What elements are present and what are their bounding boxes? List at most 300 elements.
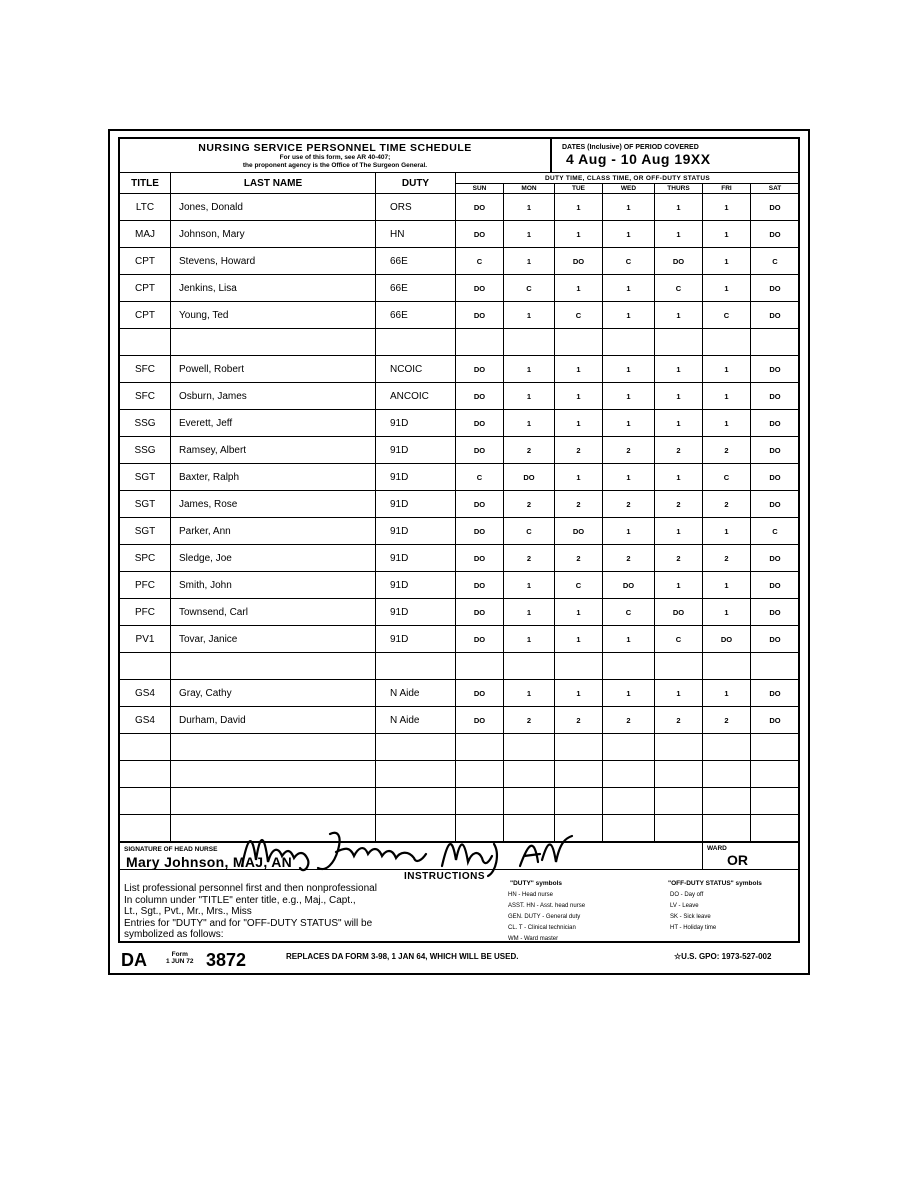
cell-day-tue: 1 (555, 680, 603, 707)
cell-day-wed: C (603, 599, 655, 626)
header-divider (550, 139, 552, 172)
schedule-table (119, 172, 800, 842)
cell-title: PV1 (120, 626, 171, 653)
cell-day-wed (603, 815, 655, 842)
day-header-wed: WED (603, 184, 655, 194)
cell-day-sun: DO (456, 383, 504, 410)
cell-day-wed (603, 761, 655, 788)
cell-day-tue: 1 (555, 194, 603, 221)
cell-day-thurs: 1 (655, 194, 703, 221)
ward-label: WARD (707, 845, 727, 852)
cell-title (120, 788, 171, 815)
cell-day-thurs: 2 (655, 437, 703, 464)
cell-day-thurs: 1 (655, 518, 703, 545)
signature-label: SIGNATURE OF HEAD NURSE (124, 846, 218, 853)
cell-day-sun: DO (456, 518, 504, 545)
cell-day-mon: 2 (504, 707, 555, 734)
cell-day-thurs: 2 (655, 545, 703, 572)
cell-day-wed: DO (603, 572, 655, 599)
cell-day-sat: DO (751, 383, 800, 410)
cell-day-fri: 2 (703, 437, 751, 464)
cell-day-tue (555, 761, 603, 788)
cell-last-name: Johnson, Mary (171, 221, 376, 248)
cell-day-mon: 1 (504, 572, 555, 599)
form-subtitle-1: For use of this form, see AR 40-407; (279, 154, 391, 161)
footer-gpo: ☆U.S. GPO: 1973-527-002 (674, 952, 772, 961)
cell-day-fri: 1 (703, 356, 751, 383)
cell-day-fri: 2 (703, 491, 751, 518)
cell-duty: 66E (376, 248, 456, 275)
cell-duty: 66E (376, 275, 456, 302)
cell-duty (376, 788, 456, 815)
cell-day-tue (555, 788, 603, 815)
cell-day-tue: 2 (555, 437, 603, 464)
cell-title (120, 329, 171, 356)
cell-last-name (171, 329, 376, 356)
cell-day-tue: DO (555, 248, 603, 275)
cell-last-name: Tovar, Janice (171, 626, 376, 653)
cell-day-sun (456, 761, 504, 788)
cell-duty: ORS (376, 194, 456, 221)
cell-day-mon: C (504, 518, 555, 545)
cell-day-thurs: 2 (655, 707, 703, 734)
cell-day-sat: DO (751, 464, 800, 491)
cell-day-sun: DO (456, 194, 504, 221)
cell-day-sun (456, 788, 504, 815)
cell-last-name: Young, Ted (171, 302, 376, 329)
footer-form-date: 1 JUN 72 (166, 958, 194, 965)
cell-duty: 91D (376, 518, 456, 545)
cell-title (120, 761, 171, 788)
cell-day-sat: DO (751, 599, 800, 626)
table-row (120, 248, 800, 275)
cell-duty: N Aide (376, 680, 456, 707)
cell-day-thurs (655, 734, 703, 761)
cell-last-name: Smith, John (171, 572, 376, 599)
col-header-status-group: DUTY TIME, CLASS TIME, OR OFF-DUTY STATUS (456, 173, 800, 184)
duty-symbols-list (508, 890, 585, 945)
cell-day-fri: C (703, 302, 751, 329)
cell-last-name: Jenkins, Lisa (171, 275, 376, 302)
cell-day-sun: C (456, 464, 504, 491)
cell-day-mon (504, 788, 555, 815)
table-row (120, 707, 800, 734)
cell-day-sat: DO (751, 356, 800, 383)
cell-day-sun: DO (456, 437, 504, 464)
cell-duty: 91D (376, 410, 456, 437)
cell-duty: 91D (376, 626, 456, 653)
cell-day-sat: DO (751, 302, 800, 329)
cell-day-tue: 1 (555, 626, 603, 653)
duty-symbol: GEN. DUTY - General duty (508, 914, 581, 920)
cell-day-fri (703, 788, 751, 815)
cell-duty (376, 734, 456, 761)
cell-day-sat: DO (751, 626, 800, 653)
col-header-duty: DUTY (376, 173, 456, 194)
cell-day-wed: 1 (603, 383, 655, 410)
table-row (120, 383, 800, 410)
table-row (120, 788, 800, 815)
cell-last-name: Gray, Cathy (171, 680, 376, 707)
table-row (120, 464, 800, 491)
cell-day-thurs (655, 815, 703, 842)
cell-day-thurs: C (655, 275, 703, 302)
cell-duty: 91D (376, 545, 456, 572)
table-row (120, 356, 800, 383)
cell-day-sat (751, 788, 800, 815)
cell-day-wed: 2 (603, 545, 655, 572)
cell-day-tue: 2 (555, 707, 603, 734)
cell-day-sun: DO (456, 572, 504, 599)
instructions-title: INSTRUCTIONS (404, 871, 485, 882)
table-row (120, 680, 800, 707)
cell-day-wed (603, 788, 655, 815)
cell-day-fri: 1 (703, 194, 751, 221)
cell-duty: N Aide (376, 707, 456, 734)
cell-day-mon (504, 329, 555, 356)
cell-day-fri: 1 (703, 221, 751, 248)
cell-duty: 91D (376, 491, 456, 518)
cell-day-thurs (655, 329, 703, 356)
duty-symbols-title: "DUTY" symbols (510, 880, 563, 887)
cell-day-wed: 1 (603, 221, 655, 248)
cell-day-thurs: 1 (655, 464, 703, 491)
cell-day-sun: DO (456, 491, 504, 518)
cell-title: CPT (120, 275, 171, 302)
table-row (120, 194, 800, 221)
cell-day-fri: 1 (703, 383, 751, 410)
cell-title: GS4 (120, 707, 171, 734)
cell-day-sat: DO (751, 275, 800, 302)
cell-day-tue: 1 (555, 221, 603, 248)
cell-day-sun (456, 734, 504, 761)
signature-text: Mary Johnson, Maj, AN (242, 876, 253, 877)
cell-last-name (171, 761, 376, 788)
cell-day-wed: 1 (603, 464, 655, 491)
cell-day-mon (504, 653, 555, 680)
table-row (120, 761, 800, 788)
cell-day-sat: DO (751, 437, 800, 464)
cell-day-fri: DO (703, 626, 751, 653)
footer-da: DA (121, 950, 147, 970)
cell-day-thurs (655, 788, 703, 815)
instructions-divider (120, 869, 798, 870)
instruction-line: Lt., Sgt., Pvt., Mr., Mrs., Miss (124, 906, 252, 917)
cell-day-mon: 1 (504, 383, 555, 410)
cell-last-name (171, 653, 376, 680)
cell-day-thurs: 1 (655, 410, 703, 437)
day-header-sat: SAT (751, 184, 800, 194)
footer-form-word: Form (171, 951, 188, 958)
duty-symbol: ASST. HN - Asst. head nurse (508, 903, 586, 909)
cell-day-tue: C (555, 302, 603, 329)
cell-day-sat: DO (751, 491, 800, 518)
off-duty-symbol: HT - Holiday time (670, 925, 717, 931)
footer-replaces-note: REPLACES DA FORM 3-98, 1 JAN 64, WHICH WILL BE USED. (286, 952, 519, 961)
cell-day-sat: DO (751, 572, 800, 599)
table-row (120, 275, 800, 302)
table-row (120, 491, 800, 518)
cell-day-mon: 1 (504, 356, 555, 383)
duty-symbol: WM - Ward master (508, 936, 559, 942)
cell-duty (376, 761, 456, 788)
cell-day-tue: 2 (555, 491, 603, 518)
table-row (120, 599, 800, 626)
cell-title: PFC (120, 572, 171, 599)
cell-day-mon: 1 (504, 410, 555, 437)
instruction-line: symbolized as follows: (124, 929, 224, 940)
day-header-tue: TUE (555, 184, 603, 194)
cell-day-wed: 2 (603, 707, 655, 734)
cell-duty: 91D (376, 572, 456, 599)
cell-day-wed: 1 (603, 194, 655, 221)
cell-last-name: Sledge, Joe (171, 545, 376, 572)
cell-title: SGT (120, 464, 171, 491)
table-row (120, 221, 800, 248)
table-row (120, 410, 800, 437)
instruction-line: List professional personnel first and then nonprofessional (124, 883, 377, 894)
cell-day-tue: 1 (555, 383, 603, 410)
cell-day-sat: DO (751, 707, 800, 734)
cell-day-sun: DO (456, 545, 504, 572)
cell-day-sat (751, 329, 800, 356)
cell-day-thurs: 2 (655, 491, 703, 518)
col-header-title: TITLE (120, 173, 171, 194)
cell-day-fri (703, 329, 751, 356)
cell-title: SSG (120, 437, 171, 464)
cell-day-fri: 1 (703, 248, 751, 275)
form-header (120, 139, 550, 171)
cell-day-wed: 1 (603, 275, 655, 302)
cell-day-thurs: DO (655, 248, 703, 275)
duty-symbol: CL. T - Clinical technician (508, 925, 576, 931)
cell-day-sat: C (751, 248, 800, 275)
cell-day-mon: 1 (504, 221, 555, 248)
form-title: NURSING SERVICE PERSONNEL TIME SCHEDULE (198, 142, 472, 154)
cell-day-wed: C (603, 248, 655, 275)
cell-day-fri (703, 653, 751, 680)
cell-day-fri: 1 (703, 599, 751, 626)
cell-title: MAJ (120, 221, 171, 248)
cell-day-wed (603, 734, 655, 761)
cell-day-wed: 1 (603, 410, 655, 437)
cell-day-mon: 1 (504, 194, 555, 221)
cell-day-mon: DO (504, 464, 555, 491)
cell-day-wed: 1 (603, 302, 655, 329)
cell-day-mon (504, 761, 555, 788)
cell-last-name: Townsend, Carl (171, 599, 376, 626)
cell-last-name: Stevens, Howard (171, 248, 376, 275)
cell-title (120, 815, 171, 842)
cell-last-name: Baxter, Ralph (171, 464, 376, 491)
cell-duty: 91D (376, 599, 456, 626)
cell-last-name: Ramsey, Albert (171, 437, 376, 464)
cell-day-mon: C (504, 275, 555, 302)
cell-day-fri (703, 761, 751, 788)
cell-day-tue (555, 329, 603, 356)
day-header-mon: MON (504, 184, 555, 194)
ward-box (702, 842, 799, 870)
cell-day-thurs: 1 (655, 680, 703, 707)
cell-title: PFC (120, 599, 171, 626)
off-duty-symbol: LV - Leave (670, 903, 699, 909)
cell-day-sun: DO (456, 275, 504, 302)
cell-title: GS4 (120, 680, 171, 707)
form-subtitle-2: the proponent agency is the Office of The Surgeon General. (242, 162, 428, 169)
cell-day-tue: 1 (555, 275, 603, 302)
cell-day-fri (703, 815, 751, 842)
footer-form-label (166, 951, 193, 965)
cell-day-thurs: DO (655, 599, 703, 626)
cell-duty: 91D (376, 437, 456, 464)
cell-last-name: James, Rose (171, 491, 376, 518)
cell-day-sun: DO (456, 680, 504, 707)
dates-value: 4 Aug - 10 Aug 19XX (566, 151, 711, 167)
cell-duty (376, 653, 456, 680)
cell-day-fri: 1 (703, 572, 751, 599)
cell-day-sat (751, 815, 800, 842)
cell-duty: ANCOIC (376, 383, 456, 410)
cell-day-fri (703, 734, 751, 761)
cell-duty: 91D (376, 464, 456, 491)
cell-day-sat: DO (751, 410, 800, 437)
cell-day-sun: DO (456, 626, 504, 653)
cell-last-name: Everett, Jeff (171, 410, 376, 437)
col-header-last-name: LAST NAME (171, 173, 376, 194)
cell-title: SSG (120, 410, 171, 437)
cell-day-fri: C (703, 464, 751, 491)
off-duty-symbol: SK - Sick leave (670, 914, 711, 920)
cell-day-sun: C (456, 248, 504, 275)
cell-day-wed: 1 (603, 626, 655, 653)
cell-last-name: Powell, Robert (171, 356, 376, 383)
cell-day-thurs: C (655, 626, 703, 653)
cell-day-sat: C (751, 518, 800, 545)
cell-day-sun: DO (456, 302, 504, 329)
cell-last-name: Durham, David (171, 707, 376, 734)
day-header-fri: FRI (703, 184, 751, 194)
cell-day-mon: 2 (504, 437, 555, 464)
cell-day-wed: 1 (603, 518, 655, 545)
cell-day-thurs: 1 (655, 221, 703, 248)
cell-day-thurs: 1 (655, 302, 703, 329)
cell-day-mon: 2 (504, 491, 555, 518)
cell-day-sun (456, 329, 504, 356)
cell-title (120, 653, 171, 680)
cell-day-tue: DO (555, 518, 603, 545)
cell-title: SGT (120, 518, 171, 545)
cell-day-wed: 1 (603, 680, 655, 707)
signature-typed-name: Mary Johnson, MAJ, AN (126, 854, 293, 870)
cell-day-sun: DO (456, 410, 504, 437)
table-row (120, 518, 800, 545)
cell-day-sat: DO (751, 194, 800, 221)
table-row (120, 437, 800, 464)
table-row (120, 545, 800, 572)
cell-day-thurs: 1 (655, 572, 703, 599)
cell-day-sun: DO (456, 356, 504, 383)
day-header-sun: SUN (456, 184, 504, 194)
cell-title: CPT (120, 302, 171, 329)
cell-day-mon: 1 (504, 599, 555, 626)
cell-day-sat: DO (751, 545, 800, 572)
cell-day-thurs (655, 761, 703, 788)
cell-day-tue: 1 (555, 356, 603, 383)
cell-day-sat (751, 653, 800, 680)
cell-title: LTC (120, 194, 171, 221)
cell-day-fri: 2 (703, 707, 751, 734)
cell-last-name (171, 734, 376, 761)
cell-day-mon: 1 (504, 680, 555, 707)
ward-value: OR (727, 852, 748, 868)
instructions-text (124, 883, 504, 941)
cell-day-tue (555, 653, 603, 680)
table-row (120, 572, 800, 599)
cell-day-sun: DO (456, 599, 504, 626)
cell-last-name: Parker, Ann (171, 518, 376, 545)
cell-last-name (171, 788, 376, 815)
cell-day-sat (751, 734, 800, 761)
table-row (120, 626, 800, 653)
cell-day-tue: 2 (555, 545, 603, 572)
off-duty-symbols-list (670, 890, 716, 934)
cell-day-wed: 2 (603, 437, 655, 464)
cell-day-fri: 2 (703, 545, 751, 572)
cell-title (120, 734, 171, 761)
cell-day-tue (555, 734, 603, 761)
cell-duty: 66E (376, 302, 456, 329)
cell-day-tue: 1 (555, 599, 603, 626)
cell-title: SPC (120, 545, 171, 572)
cell-duty: HN (376, 221, 456, 248)
cell-day-thurs: 1 (655, 383, 703, 410)
duty-symbol: HN - Head nurse (508, 892, 554, 898)
cell-day-tue: C (555, 572, 603, 599)
cell-day-fri: 1 (703, 680, 751, 707)
cell-day-mon: 2 (504, 545, 555, 572)
cell-title: SFC (120, 383, 171, 410)
cell-title: SGT (120, 491, 171, 518)
dates-box (556, 139, 798, 171)
table-row (120, 302, 800, 329)
off-duty-symbols-title: "OFF-DUTY STATUS" symbols (668, 880, 762, 887)
cell-duty: NCOIC (376, 356, 456, 383)
cell-day-mon: 1 (504, 626, 555, 653)
table-row (120, 653, 800, 680)
cell-day-mon: 1 (504, 302, 555, 329)
footer-form-number: 3872 (206, 950, 247, 970)
cell-day-wed (603, 653, 655, 680)
cell-last-name: Osburn, James (171, 383, 376, 410)
table-row (120, 329, 800, 356)
cell-day-sun: DO (456, 221, 504, 248)
instruction-line: In column under "TITLE" enter title, e.g., Maj., Capt., (124, 894, 356, 906)
cell-day-tue: 1 (555, 410, 603, 437)
cell-day-sun: DO (456, 707, 504, 734)
cell-day-fri: 1 (703, 518, 751, 545)
cell-day-sat: DO (751, 680, 800, 707)
cell-day-sat (751, 761, 800, 788)
table-row (120, 734, 800, 761)
day-header-thurs: THURS (655, 184, 703, 194)
cell-day-sat: DO (751, 221, 800, 248)
cell-day-thurs: 1 (655, 356, 703, 383)
cell-day-fri: 1 (703, 275, 751, 302)
instruction-line: Entries for "DUTY" and for "OFF-DUTY STATUS" will be (124, 917, 373, 929)
cell-day-wed: 2 (603, 491, 655, 518)
cell-day-fri: 1 (703, 410, 751, 437)
cell-day-mon: 1 (504, 248, 555, 275)
